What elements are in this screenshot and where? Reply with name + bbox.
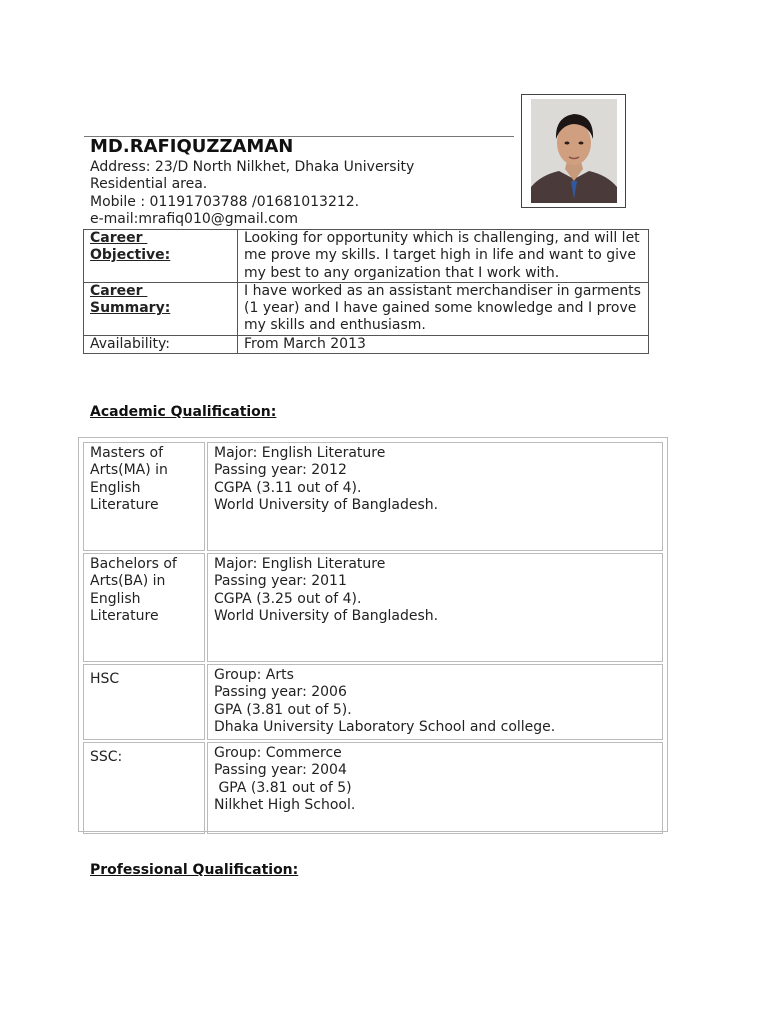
academic-row	[83, 664, 663, 740]
availability-label: Availability:	[84, 335, 238, 353]
degree-cell: Bachelors of Arts(BA) in English Literature	[83, 553, 205, 662]
academic-row	[83, 742, 663, 834]
career-summary-row	[84, 282, 649, 335]
email-address: e-mail:mrafiq010@gmail.com	[90, 210, 299, 227]
career-objective-text: Looking for opportunity which is challenging, and will let me prove my skills. I target high in life and want to give my best to any organization that I work with.	[238, 230, 649, 283]
academic-row	[83, 442, 663, 551]
mobile-numbers: Mobile : 01191703788 /01681013212.	[90, 193, 360, 210]
career-table	[83, 229, 649, 354]
details-cell: Major: English Literature Passing year: 2011 CGPA (3.25 out of 4). World University of Bangladesh.	[207, 553, 663, 662]
career-summary-text: I have worked as an assistant merchandiser in garments (1 year) and I have gained some knowledge and I prove my skills and enthusiasm.	[238, 282, 649, 335]
career-objective-row	[84, 230, 649, 283]
degree-cell: HSC	[83, 664, 205, 740]
academic-row	[83, 553, 663, 662]
address-line-2: Residential area.	[90, 176, 208, 193]
career-summary-label: Career Summary:	[84, 282, 238, 335]
availability-text: From March 2013	[238, 335, 649, 353]
professional-heading: Professional Qualification:	[90, 862, 299, 878]
address-line-1: Address: 23/D North Nilkhet, Dhaka University	[90, 159, 415, 175]
details-cell: Group: Arts Passing year: 2006 GPA (3.81 out of 5). Dhaka University Laboratory School and college.	[207, 664, 663, 740]
degree-cell: Masters of Arts(MA) in English Literature	[83, 442, 205, 551]
academic-table-frame	[78, 437, 668, 832]
contact-block	[90, 159, 414, 228]
profile-photo-frame	[521, 94, 626, 208]
availability-row	[84, 335, 649, 353]
details-cell: Major: English Literature Passing year: 2012 CGPA (3.11 out of 4). World University of Bangladesh.	[207, 442, 663, 551]
academic-table	[81, 440, 665, 836]
degree-cell: SSC:	[83, 742, 205, 834]
career-objective-label: Career Objective:	[84, 230, 238, 283]
candidate-name: MD.RAFIQUZZAMAN	[90, 136, 294, 157]
details-cell: Group: Commerce Passing year: 2004 GPA (3.81 out of 5) Nilkhet High School.	[207, 742, 663, 834]
academic-heading: Academic Qualification:	[90, 404, 277, 420]
profile-photo	[531, 99, 617, 203]
